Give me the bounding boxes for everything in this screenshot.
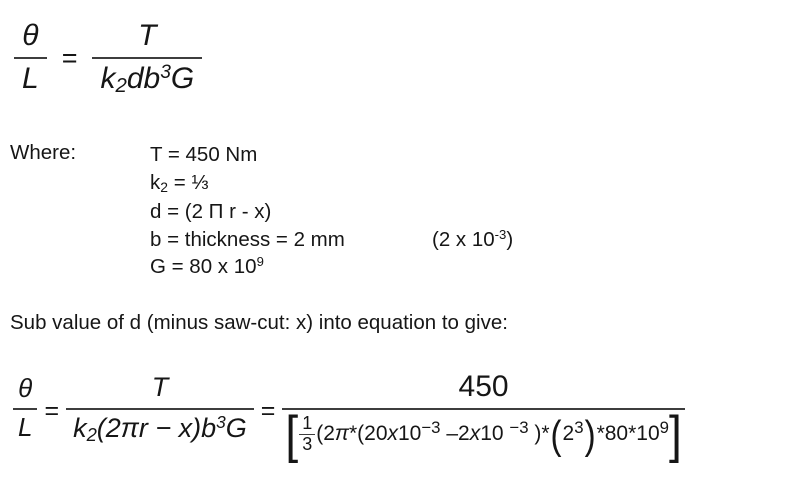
equals-sign: =	[260, 397, 276, 425]
one-third-value: = ⅓	[168, 170, 209, 194]
where-line-k2	[150, 169, 345, 199]
x-multiplier: x	[387, 422, 398, 446]
exponent-minus-3: −3	[509, 418, 529, 438]
db-symbols: db	[126, 62, 161, 95]
open-paren-2: (2	[316, 422, 335, 446]
note-base: (2 x 10	[432, 227, 495, 251]
denominator-symbolic	[66, 408, 254, 444]
thickness-si-note	[432, 226, 513, 256]
G-value-base: G = 80 x 10	[150, 255, 257, 278]
where-label: Where:	[10, 141, 77, 164]
where-line-d: d = (2 Π r - x)	[150, 200, 272, 223]
minus-2: –2	[440, 422, 470, 446]
equals-sign: =	[44, 397, 60, 425]
exponent-9: 9	[659, 418, 669, 438]
exponent-minus-3: −3	[421, 418, 441, 438]
equation-bottom	[13, 368, 685, 464]
theta-symbol: θ	[18, 373, 33, 404]
length-symbol: L	[13, 408, 37, 443]
open-square-bracket: [	[285, 404, 299, 464]
x-multiplier: x	[469, 422, 481, 446]
k-subscript: 2	[115, 75, 127, 98]
one-third-fraction	[299, 414, 315, 454]
b-exponent: 3	[216, 412, 226, 433]
where-line-torque: T = 450 Nm	[150, 143, 258, 166]
denominator-numeric	[282, 404, 684, 464]
where-values	[150, 141, 514, 283]
torque-symbol: T	[138, 19, 157, 52]
fraction-numeric	[282, 368, 684, 464]
G-symbol: G	[170, 62, 195, 95]
equals-sign: =	[61, 43, 78, 73]
numeric-run-c	[596, 418, 669, 446]
denominator-k2db3G	[92, 57, 202, 97]
where-block	[10, 141, 514, 283]
ten-base: 10	[480, 422, 510, 446]
where-line-b	[150, 226, 514, 254]
fraction-theta-over-L	[14, 18, 47, 97]
G-symbol: G	[225, 413, 247, 443]
substitution-sentence: Sub value of d (minus saw-cut: x) into equation to give:	[10, 311, 508, 334]
fraction-theta-over-L	[13, 368, 37, 443]
times-open-20: *(20	[348, 422, 388, 446]
k-symbol: k	[100, 62, 116, 95]
fraction-T-over-k2db3G	[92, 18, 202, 97]
open-tall-paren: (	[550, 411, 562, 457]
numeric-run-a	[316, 418, 550, 446]
note-exponent: -3	[494, 226, 507, 242]
k-subscript: 2	[86, 424, 97, 446]
thickness-text: b = thickness = 2 mm	[150, 227, 345, 251]
b-exponent: 3	[160, 62, 171, 84]
close-paren-times: )*	[528, 422, 550, 446]
k-subscript: 2	[160, 178, 169, 195]
third-denominator: 3	[299, 434, 315, 454]
two-pi-r-minus-x-b: (2πr − x)b	[96, 413, 217, 443]
numerator-450: 450	[458, 370, 509, 403]
equation-top	[14, 18, 202, 97]
third-numerator: 1	[302, 413, 313, 434]
pi-symbol: π	[334, 422, 349, 446]
k-symbol: k	[73, 413, 87, 443]
fraction-symbolic	[66, 368, 254, 444]
times-80-times-10: *80*10	[596, 422, 660, 446]
exponent-3: 3	[574, 418, 584, 438]
base-2: 2	[562, 422, 575, 446]
note-close-paren: )	[506, 227, 514, 251]
where-line-G	[150, 253, 345, 283]
k-symbol: k	[150, 170, 161, 194]
ten-base: 10	[398, 422, 422, 446]
theta-symbol: θ	[22, 19, 39, 52]
two-cubed	[562, 418, 584, 446]
close-square-bracket: ]	[668, 404, 682, 464]
close-tall-paren: )	[584, 411, 596, 457]
torque-symbol: T	[151, 372, 169, 403]
length-symbol: L	[14, 57, 47, 97]
G-exponent: 9	[256, 254, 264, 270]
